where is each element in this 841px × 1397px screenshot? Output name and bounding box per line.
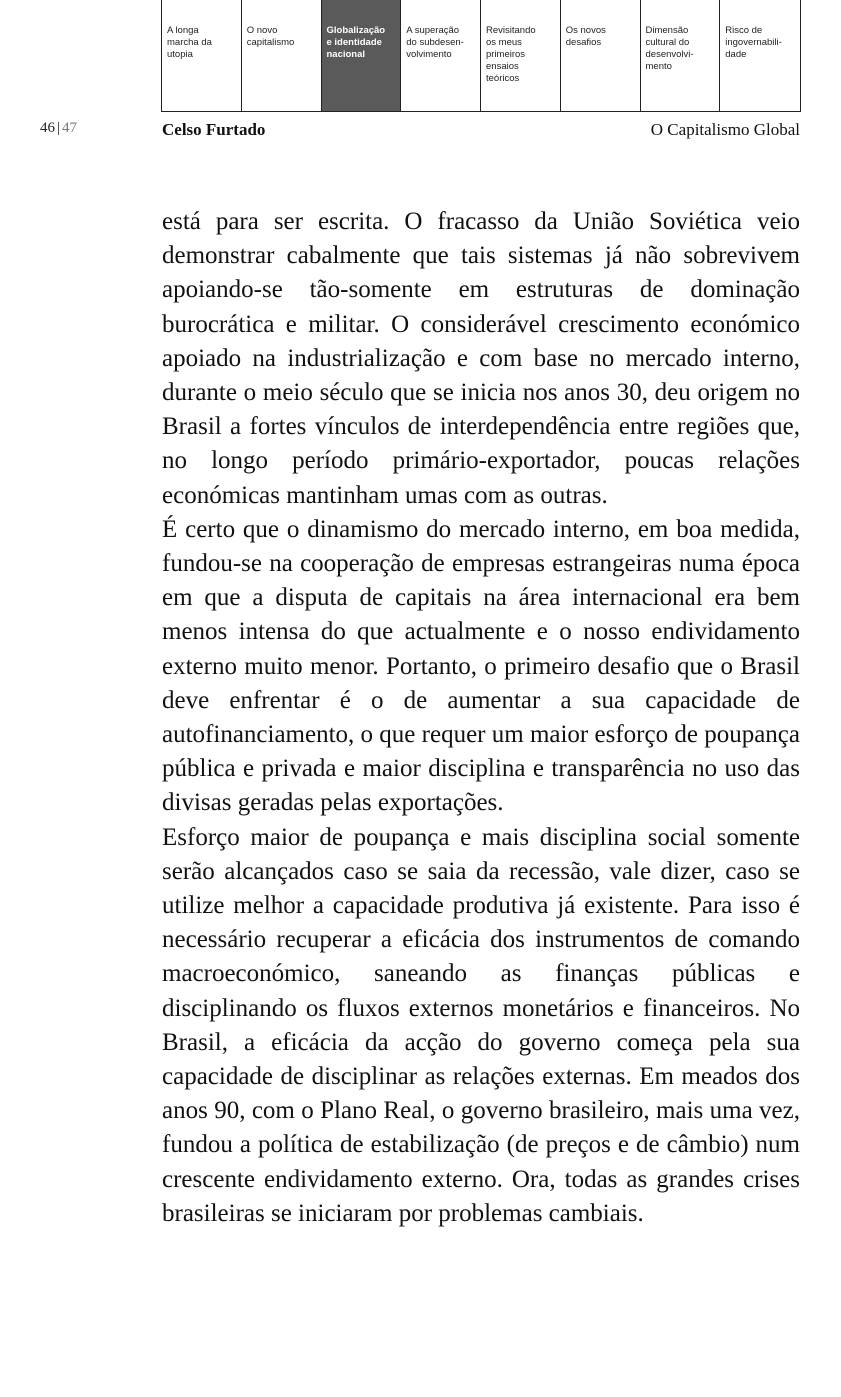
chapter-tab-dimensao-cultural: Dimensão cultural do desenvolvi- mento [641,0,721,111]
page-number-right: 47 [62,120,78,136]
book-title: O Capitalismo Global [650,120,800,139]
page-numbers: 46 | 47 [40,120,78,136]
chapter-tab-utopia: A longa marcha da utopia [162,0,242,111]
page-number-left: 46 [40,120,55,136]
chapter-tab-novos-desafios: Os novos desafios [561,0,641,111]
chapter-tab-globalizacao-active: Globalização e identidade nacional [322,0,402,111]
running-header [0,120,841,144]
chapter-tab-revisitando: Revisitando os meus primeiros ensaios teóricos [481,0,561,111]
chapter-tab-ingovernabilidade: Risco de ingovernabili- dade [725,25,782,60]
paragraph: É certo que o dinamismo do mercado interno, em boa medida, fundou-se na cooperação de empresas estrangeiras numa época em que a disputa de capitais na área internacional era bem menos intensa do que actualmente e o nosso endividamento externo muito menor. Portanto, o primeiro desafio que o Brasil deve enfrentar é o de aumentar a sua capacidade de autofinanciamento, o que requer um maior esforço de poupança pública e privada e maior disciplina e transparência no uso das divisas geradas pelas exportações. [162,515,800,817]
chapter-tab-novo-capitalismo: O novo capitalismo [242,0,322,111]
chapter-navigation [161,0,801,112]
author-name: Celso Furtado [162,120,266,139]
chapter-tab-subdesenvolvimento: A superação do subdesen- volvimento [401,0,481,111]
body-text [162,205,800,1231]
paragraph: está para ser escrita. O fracasso da União Soviética veio demonstrar cabalmente que tais sistemas já não sobrevivem apoiando-se tão-somente em estruturas de dominação burocrática e militar. O considerável crescimento económico apoiado na industrialização e com base no mercado interno, durante o meio século que se inicia nos anos 30, deu origem no Brasil a fortes vínculos de interdependência entre regiões que, no longo período primário-exportador, poucas relações económicas mantinham umas com as outras. [162,208,800,509]
paragraph: Esforço maior de poupança e mais disciplina social somente serão alcançados caso se saia da recessão, vale dizer, caso se utilize melhor a capacidade produtiva já existente. Para isso é necessário recuperar a eficácia dos instrumentos de comando macroeconómico, saneando as finanças públicas e disciplinando os fluxos externos monetários e financeiros. No Brasil, a eficácia da acção do governo começa pela sua capacidade de disciplinar as relações externas. Em meados dos anos 90, com o Plano Real, o governo brasileiro, mais uma vez, fundou a política de estabilização (de preços e de câmbio) num crescente endividamento externo. Ora, todas as grandes crises brasileiras se iniciaram por problemas cambiais. [162,823,800,1227]
